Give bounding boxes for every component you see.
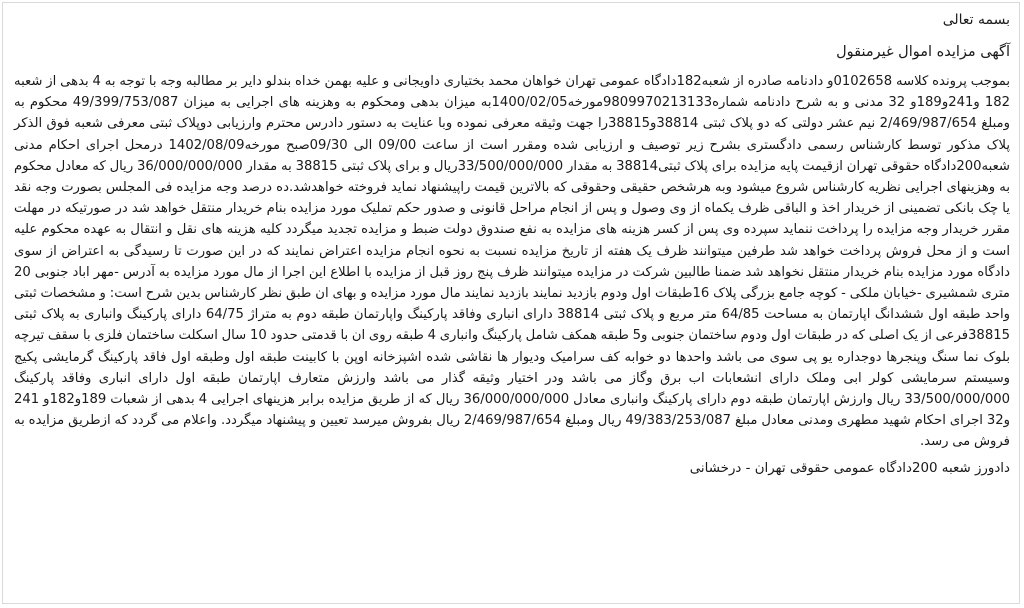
signature-line: دادورز شعبه 200دادگاه عمومی حقوقی تهران - درخشانی: [689, 460, 1010, 476]
auction-notice-document: [14, 10, 1010, 602]
bismillah-heading: بسمه تعالی: [942, 12, 1010, 28]
notice-body: بموجب پرونده کلاسه 0102658و دادنامه صادره از شعبه182دادگاه عمومی تهران خواهان محمد بختیاری داویجانی و علیه بهمن خداه بندلو دایر بر مطالبه وجه با توجه به 4 بدهی از شعبه 182 و241و189و 32 مدنی و به شرح دادنامه شماره9809970213133مورخه1400/02/05به میزان بدهی ومحکوم به وهزینه های اجرایی به میزان 49/399/753/087 محکوم به ومبلغ 2/469/987/654 نیم عشر دولتی که دو پلاک ثبتی 38814و38815را جهت وثیقه معرفی نموده وبا عنایت به دستور دادرس محترم وارزیابی دوپلاک ثبتی معرفی شعبه فوق الذکر پلاک مذکور توسط کارشناس رسمی دادگستری بشرح زیر توصیف و ارزیابی شده ومقرر است از ساعت 09/00 الی 09/30صبح مورخه1402/08/09 درمحل اجرای احکام مدنی شعبه200دادگاه حقوقی تهران ازقیمت پایه مزایده برای پلاک ثبتی38814 به مقدار 33/500/000/000ریال و برای پلاک ثبتی 38815 به مقدار 36/000/000/000 ریال که معادل محکوم به وهزینهای اجرایی نظریه کارشناس شروع میشود وبه هرشخص حقیقی وحقوقی که بالاترین قیمت راپیشنهاد نماید فروخته خواهدشد.ده درصد وجه مزایده فی المجلس بصورت وجه نقد یا چک بانکی تضمینی از خریدار اخذ و الباقی ظرف یکماه از وی وصول و پس از انجام مراحل قانونی و صدور حکم تملیک مورد مزایده بنام خریدار منتقل خواهد شد در صورتیکه در مهلت مقرر خریدار وجه مزایده را پرداخت ننماید سپرده وی پس از کسر هزینه های مزایده به نفع صندوق دولت ضبط و مزایده تجدید میگردد کلیه هزینه های نقل و انتقال به عهده محکوم علیه است و از محل فروش پرداخت خواهد شد طرفین میتوانند ظرف یک هفته از تاریخ مزایده نسبت به نحوه انجام مزایده اعتراض نمایند که در این صورت تا رسیدگی به اعتراض از سوی دادگاه مورد مزایده بنام خریدار منتقل نخواهد شد ضمنا طالبین شرکت در مزایده میتوانند ظرف پنج روز قبل از مزایده با اطلاع این اجرا از مال مورد مزایده به آدرس -مهر اباد جنوبی 20 متری شمشیری -خیابان ملکی - کوچه جامع بزرگی پلاک 16طبقات اول ودوم بازدید نمایند بازدید نمایند مال مورد مزایده و بهای ان طبق نظر کارشناس بدین شرح است: و مشخصات ثبتی واحد طبقه اول ششدانگ اپارتمان به مساحت 64/85 متر مربع و پلاک ثبتی 38814 دارای انباری وفاقد پارکینگ واپارتمان طبقه دوم به متراژ 64/75 دارای پارکینگ وانباری به پلاک ثبتی 38815فرعی از یک اصلی که در طبقات اول ودوم ساختمان جنوبی و5 طبقه همکف شامل پارکینگ وانباری 4 طبقه روی ان با قدمتی حدود 10 سال اسکلت ساختمان فلزی با سقف تیرچه بلوک نما سنگ وپنجرها دوجداره یو پی سوی می باشد واحدها دو خوابه کف سرامیک وديوار ها نقاشی شده اشپزخانه اوپن با کابینت طبقه اول وطبقه اول فاقد پارکینگ گرمایشی پکیج وسیستم سرمایشی کولر ابی وملک دارای انشعابات اب برق وگاز می باشد ودر اختیار وثیقه گذار می باشد وارزش متعارف اپارتمان طبقه اول دارای انباری وفاقد پارکینگ 33/500/000/000 ریال وارزش اپارتمان طبقه دوم دارای پارکینگ وانباری معادل 36/000/000/000 ریال که از طریق مزایده برابر هزینهای اجرایی 4 بدهی از شعبات 189و182و 241 و32 اجرای احکام شهید مطهری ومدنی معادل مبلغ 49/383/253/087 ریال ومبلغ 2/469/987/654 ریال بفروش میرسد تعیین و پیشنهاد میگردد. واعلام می گردد که ازطریق مزایده به فروش می رسد.: [14, 74, 1011, 450]
notice-title: آگهی مزایده اموال غیرمنقول: [836, 44, 1010, 60]
